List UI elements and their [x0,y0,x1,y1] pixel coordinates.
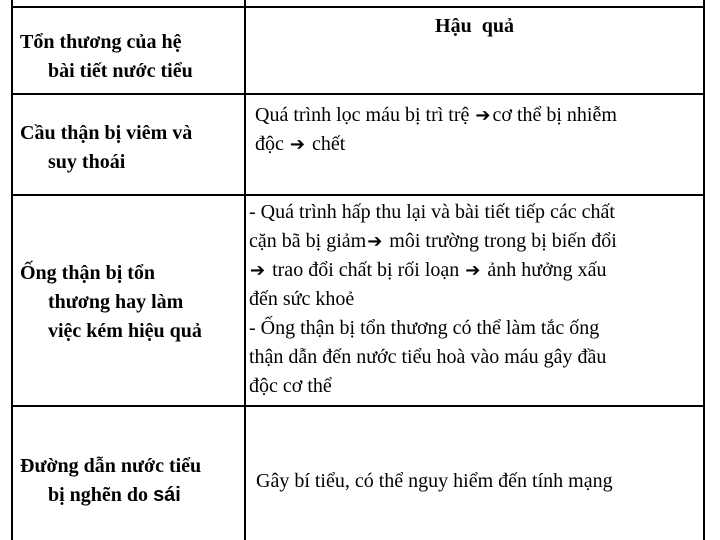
column-divider [244,0,246,540]
table-border-top [11,6,705,8]
effect-tubule-line2 [249,227,703,256]
cause-tubule-line1: Ống thận bị tổn [20,262,156,284]
effect-tubule [249,198,703,401]
effect-text: chết [311,133,346,155]
cause-tubule-line2: thương hay làm [48,291,184,313]
arrow-right-icon: ➔ [465,260,481,281]
effect-tubule-line6: thận dẫn đến nước tiểu hoà vào máu gây đầu [249,346,607,368]
row-divider-3 [11,405,705,407]
effect-tubule-line1: - Quá trình hấp thu lại và bài tiết tiếp các chất [249,201,615,223]
cause-glomerulus [20,119,242,177]
effect-tubule-line5: - Ống thận bị tổn thương có thể làm tắc ống [249,317,600,339]
effect-tubule-line7: độc cơ thể [249,375,332,397]
effect-tubule-line3 [249,256,703,285]
effect-tubule-line4: đến sức khoẻ [249,288,355,310]
effect-glomerulus [255,101,701,159]
table-border-right [703,0,705,540]
effect-text: cặn bã bị giảm [249,230,367,252]
cause-glomerulus-line1: Cầu thận bị viêm và [20,122,193,144]
row-divider-2 [11,194,705,196]
effect-text: môi trường trong bị biến đổi [389,230,617,252]
header-damage-cell [20,28,242,86]
cause-glomerulus-line2: suy thoái [48,151,126,173]
cause-tubule-line3: việc kém hiệu quả [48,320,202,342]
cause-urinary-line1: Đường dẫn nước tiểu [20,455,202,477]
effect-urinary-tract [256,467,702,496]
cause-tubule [20,259,242,346]
effect-glomerulus-line2 [255,130,701,159]
cause-urinary-tract [20,452,244,510]
row-divider-1 [11,93,705,95]
arrow-right-icon: ➔ [367,231,383,252]
cause-text: bị nghẽn do [48,484,149,506]
arrow-right-icon: ➔ [289,134,305,155]
header-damage-line1: Tổn thương của hệ [20,31,182,53]
effect-text: trao đổi chất bị rối loạn [272,259,460,281]
cause-text-sans: sái [153,484,181,506]
effect-text: Quá trình lọc máu bị trì trệ [255,104,470,126]
effect-urinary-text: Gây bí tiểu, có thể nguy hiểm đến tính mạng [256,470,613,492]
effect-text: ảnh hưởng xấu [487,259,607,281]
header-consequence [246,12,703,41]
arrow-right-icon: ➔ [475,105,491,126]
cause-urinary-line2 [20,481,244,510]
arrow-right-icon: ➔ [250,260,266,281]
table-border-left [11,0,13,540]
effect-text: độc [255,133,284,155]
header-damage-line2: bài tiết nước tiểu [48,60,193,82]
effect-text: cơ thể bị nhiễm [492,104,617,126]
header-consequence-label: Hậu quả [435,15,514,37]
effect-glomerulus-line1 [255,101,701,130]
